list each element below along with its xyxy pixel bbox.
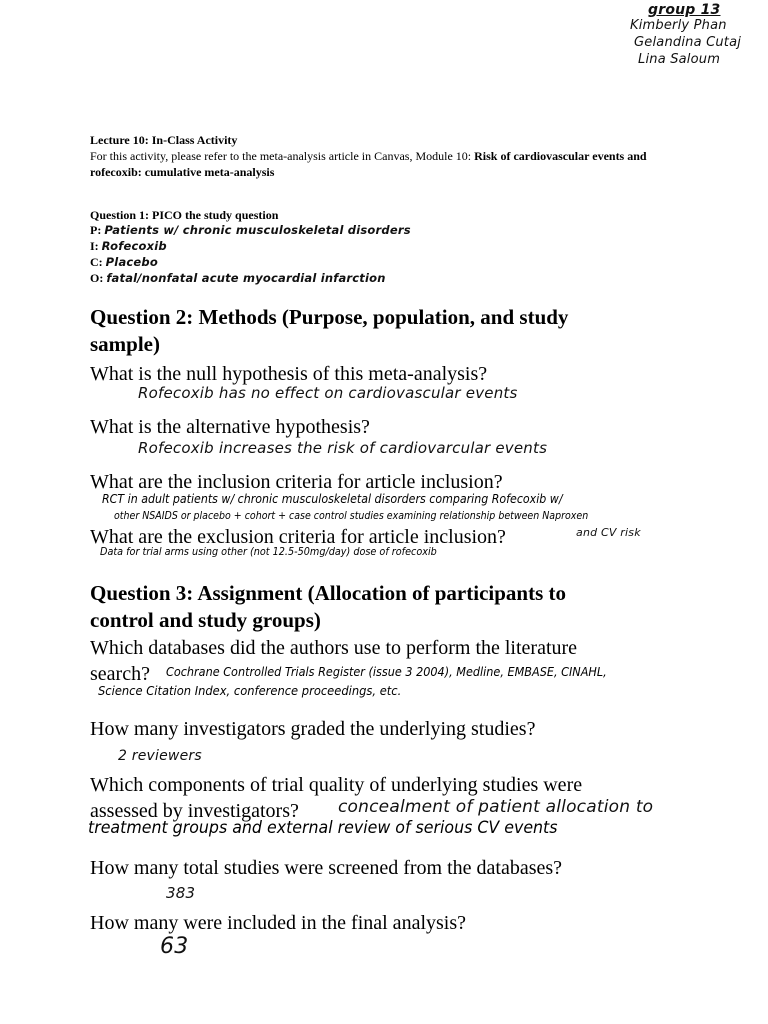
- pico-label: C:: [90, 255, 103, 269]
- components-answer-line-1: concealment of patient allocation to: [338, 797, 654, 817]
- alt-hypothesis-question: What is the alternative hypothesis?: [90, 416, 370, 438]
- inclusion-answer-line-3: and CV risk: [576, 526, 641, 539]
- pico-row-i: [90, 239, 167, 254]
- pico-row-c: [90, 255, 158, 270]
- inclusion-answer-line-2: other NSAIDS or placebo + cohort + case control studies examining relationship between Naproxen: [114, 509, 589, 522]
- article-title-part-1: Risk of cardiovascular events and: [474, 149, 647, 163]
- intro-text: For this activity, please refer to the meta-analysis article in Canvas, Module 10:: [90, 149, 475, 163]
- q1-title: Question 1: PICO the study question: [90, 208, 279, 222]
- components-question-line-1: Which components of trial quality of underlying studies were: [90, 774, 583, 796]
- pico-row-p: [90, 223, 411, 238]
- q3-title-line-1: Question 3: Assignment (Allocation of participants to: [90, 581, 567, 605]
- investigators-question: How many investigators graded the underlying studies?: [90, 718, 536, 740]
- pico-answer: Rofecoxib: [101, 239, 167, 253]
- null-hypothesis-question: What is the null hypothesis of this meta-analysis?: [90, 363, 488, 385]
- group-title: group 13: [648, 2, 721, 18]
- pico-answer: Placebo: [105, 255, 158, 269]
- databases-question-line-1: Which databases did the authors use to perform the literature: [90, 637, 578, 659]
- pico-label: I:: [90, 239, 99, 253]
- investigators-answer: 2 reviewers: [118, 748, 202, 764]
- pico-row-o: [90, 271, 386, 286]
- q2-title-line-1: Question 2: Methods (Purpose, population, and study: [90, 305, 569, 329]
- article-title-part-2: rofecoxib: cumulative meta-analysis: [90, 165, 275, 179]
- screened-question: How many total studies were screened from the databases?: [90, 857, 563, 879]
- alt-hypothesis-answer: Rofecoxib increases the risk of cardiovarcular events: [138, 439, 548, 457]
- null-hypothesis-answer: Rofecoxib has no effect on cardiovascular events: [138, 384, 518, 402]
- group-member: Kimberly Phan: [630, 18, 727, 33]
- inclusion-answer-line-1: RCT in adult patients w/ chronic musculoskeletal disorders comparing Rofecoxib w/: [102, 492, 563, 506]
- group-member: Lina Saloum: [638, 52, 721, 67]
- pico-label: P:: [90, 223, 102, 237]
- final-analysis-question: How many were included in the final analysis?: [90, 912, 466, 934]
- group-member: Gelandina Cutaj: [634, 35, 742, 50]
- screened-answer: 383: [166, 884, 196, 902]
- pico-answer: fatal/nonfatal acute myocardial infarction: [106, 271, 386, 285]
- pico-label: O:: [90, 271, 104, 285]
- final-analysis-answer: 63: [160, 934, 189, 959]
- lecture-title: Lecture 10: In-Class Activity: [90, 133, 238, 147]
- exclusion-question: What are the exclusion criteria for article inclusion?: [90, 526, 506, 548]
- q2-title-line-2: sample): [90, 332, 160, 356]
- inclusion-question: What are the inclusion criteria for article inclusion?: [90, 471, 503, 493]
- databases-question-line-2: search?: [90, 663, 150, 685]
- intro-line-1: [90, 149, 647, 164]
- exclusion-answer: Data for trial arms using other (not 12.5-50mg/day) dose of rofecoxib: [100, 546, 437, 558]
- q3-title-line-2: control and study groups): [90, 608, 321, 632]
- components-answer-line-2: treatment groups and external review of serious CV events: [88, 818, 558, 838]
- databases-answer-line-2: Science Citation Index, conference proceedings, etc.: [98, 683, 402, 698]
- pico-answer: Patients w/ chronic musculoskeletal disorders: [104, 223, 411, 237]
- databases-answer-line-1: Cochrane Controlled Trials Register (issue 3 2004), Medline, EMBASE, CINAHL,: [166, 664, 607, 679]
- components-question-line-2: assessed by investigators?: [90, 800, 299, 822]
